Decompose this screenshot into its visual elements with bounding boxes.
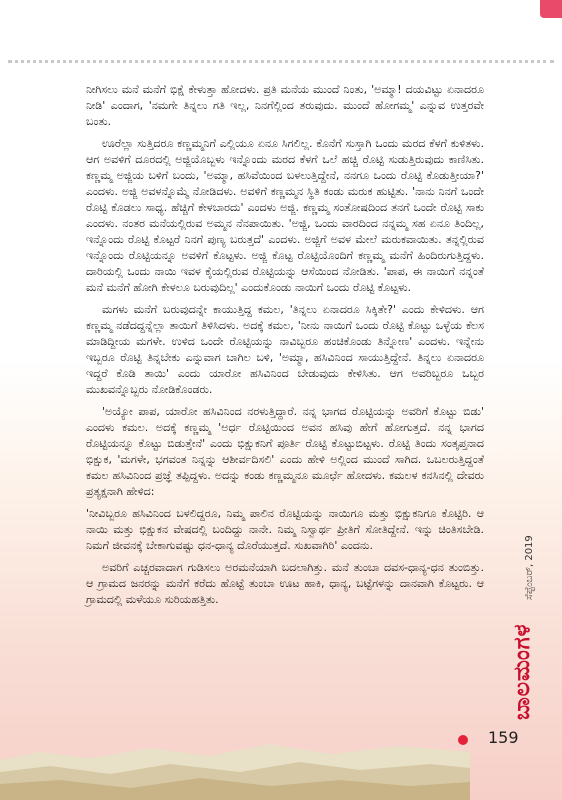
paragraph-6: ಅವರಿಗೆ ಎಚ್ಚರವಾದಾಗ ಗುಡಿಸಲು ಅರಮನೆಯಾಗಿ ಬದಲಾಗಿತ್ತು. ಮನೆ ತುಂಬಾ ದವಸ-ಧಾನ್ಯ-ಧನ ತುಂಬಿತ್ತು. ಆ ಗ್ರಾಮದ ಜನರನ್ನು ಮನೆಗೆ ಕರೆದು ಹೊಟ್ಟೆ ತುಂಬಾ ಊಟ ಹಾಕಿ, ಧಾನ್ಯ, ಬಟ್ಟೆಗಳನ್ನು ದಾನವಾಗಿ ಕೊಟ್ಟರು. ಆ ಗ್ರಾಮದಲ್ಲಿ ಮಳೆಯೂ ಸುರಿಯಹತ್ತಿತು. [86, 561, 484, 606]
torn-paper-decoration [0, 730, 470, 800]
page-number: 159 [488, 728, 519, 747]
top-dotted-divider [8, 60, 554, 63]
corner-decoration [540, 0, 562, 18]
paragraph-3: ಮಗಳು ಮನೆಗೆ ಬರುವುದನ್ನೇ ಕಾಯುತ್ತಿದ್ದ ಕಮಲ, 'ತಿನ್ನಲು ಏನಾದರೂ ಸಿಕ್ಕಿತೇ?' ಎಂದು ಕೇಳಿದಳು. ಆಗ ಕಣ್ಣಮ್ಮ ನಡೆದದ್ದನ್ನೆಲ್ಲಾ ತಾಯಿಗೆ ತಿಳಿಸಿದಳು. ಅದಕ್ಕೆ ಕಮಲ, 'ನೀನು ನಾಯಿಗೆ ಒಂದು ರೊಟ್ಟಿ ಕೊಟ್ಟು ಒಳ್ಳೆಯ ಕೆಲಸ ಮಾಡಿದ್ದೀಯ ಮಗಳೇ. ಉಳಿದ ಒಂದೇ ರೊಟ್ಟಿಯನ್ನು ನಾವಿಬ್ಬರೂ ಹಂಚಿಕೊಂಡು ತಿನ್ನೋಣ' ಎಂದಳು. ಇನ್ನೇನು ಇಬ್ಬರೂ ರೊಟ್ಟಿ ತಿನ್ನಬೇಕು ಎನ್ನುವಾಗ ಬಾಗಿಲ ಬಳಿ, 'ಅಮ್ಮಾ, ಹಸಿವಿನಿಂದ ಸಾಯುತ್ತಿದ್ದೇನೆ. ತಿನ್ನಲು ಏನಾದರೂ ಇದ್ದರೆ ಕೊಡಿ ತಾಯಿ' ಎಂದು ಯಾರೋ ಹಸಿವಿನಿಂದ ಬೇಡುವುದು ಕೇಳಿಸಿತು. ಆಗ ಅವರಿಬ್ಬರೂ ಒಬ್ಬರ ಮುಖವನ್ನೊಬ್ಬರು ನೋಡಿಕೊಂಡರು. [86, 303, 484, 396]
issue-date: ಸೆಪ್ಟೆಂಬರ್, 2019 [524, 535, 535, 600]
story-text [86, 82, 484, 614]
magazine-logo: ಬಾಲಮಂಗಳ [510, 623, 535, 720]
paragraph-4: 'ಅಯ್ಯೋ ಪಾಪ, ಯಾರೋ ಹಸಿವಿನಿಂದ ನರಳುತ್ತಿದ್ದಾರೆ. ನನ್ನ ಭಾಗದ ರೊಟ್ಟಿಯನ್ನು ಅವರಿಗೆ ಕೊಟ್ಟು ಬಿಡು' ಎಂದಳು ಕಮಲ. ಅದಕ್ಕೆ ಕಣ್ಣಮ್ಮ 'ಅರ್ಧ ರೊಟ್ಟಿಯಿಂದ ಅವನ ಹಸಿವು ಹೇಗೆ ಹೋಗುತ್ತದೆ. ನನ್ನ ಭಾಗದ ರೊಟ್ಟಿಯನ್ನೂ ಕೊಟ್ಟು ಬಿಡುತ್ತೇನೆ' ಎಂದು ಭಿಕ್ಷುಕನಿಗೆ ಪೂರ್ತಿ ರೊಟ್ಟಿ ಕೊಟ್ಟುಬಿಟ್ಟಳು. ರೊಟ್ಟಿ ತಿಂದು ಸಂತೃಪ್ತನಾದ ಭಿಕ್ಷುಕ, 'ಮಗಳೇ, ಭಗವಂತ ನಿನ್ನನ್ನು ಆಶೀರ್ವದಿಸಲಿ' ಎಂದು ಹೇಳಿ ಅಲ್ಲಿಂದ ಮುಂದೆ ಸಾಗಿದ. ಒಬಲರುತ್ತಿದ್ದಂತೆ ಕಮಲ ಹಸಿವಿನಿಂದ ಪ್ರಜ್ಞೆ ತಪ್ಪಿದ್ದಳು. ಅದನ್ನು ಕಂಡು ಕಣ್ಣಮ್ಮನೂ ಮೂರ್ಛೆ ಹೋದಳು. ಕಮಲಳ ಕನಸಿನಲ್ಲಿ ದೇವರು ಪ್ರತ್ಯಕ್ಷನಾಗಿ ಹೇಳಿದ: [86, 405, 484, 498]
paragraph-5: 'ನೀವಿಬ್ಬರೂ ಹಸಿವಿನಿಂದ ಬಳಲಿದ್ದರೂ, ನಿಮ್ಮ ಪಾಲಿನ ರೊಟ್ಟಿಯನ್ನು ನಾಯಿಗೂ ಮತ್ತು ಭಿಕ್ಷುಕನಿಗೂ ಕೊಟ್ಟಿರಿ. ಆ ನಾಯಿ ಮತ್ತು ಭಿಕ್ಷುಕನ ವೇಷದಲ್ಲಿ ಬಂದಿದ್ದು ನಾನೇ. ನಿಮ್ಮ ನಿಸ್ವಾರ್ಥ ಪ್ರೀತಿಗೆ ಸೋತಿದ್ದೇನೆ. ಇನ್ನು ಚಿಂತಿಸಬೇಡಿ. ನಿಮಗೆ ಜೀವನಕ್ಕೆ ಬೇಕಾಗುವಷ್ಟು ಧನ-ಧಾನ್ಯ ದೊರೆಯುತ್ತದೆ. ಸುಖವಾಗಿರಿ' ಎಂದನು. [86, 507, 484, 552]
paragraph-2: ಊರೆಲ್ಲಾ ಸುತ್ತಿದರೂ ಕಣ್ಣಮ್ಮನಿಗೆ ಎಲ್ಲಿಯೂ ಏನೂ ಸಿಗಲಿಲ್ಲ. ಕೊನೆಗೆ ಸುಸ್ತಾಗಿ ಒಂದು ಮರದ ಕೆಳಗೆ ಕುಳಿತಳು. ಆಗ ಅವಳಿಗೆ ದೂರದಲ್ಲಿ ಅಜ್ಜಿಯೊಬ್ಬಳು ಇನ್ನೊಂದು ಮರದ ಕೆಳಗೆ ಒಲೆ ಹಚ್ಚಿ ರೊಟ್ಟಿ ಸುಡುತ್ತಿರುವುದು ಕಾಣಿಸಿತು. ಕಣ್ಣಮ್ಮ ಅಜ್ಜಿಯ ಬಳಿಗೆ ಬಂದು, 'ಅಮ್ಮಾ, ಹಸಿವೆಯಿಂದ ಬಳಲುತ್ತಿದ್ದೇನೆ, ನನಗೂ ಒಂದು ರೊಟ್ಟಿ ಕೊಡುತ್ತೀಯಾ?' ಎಂದಳು. ಅಜ್ಜಿ ಅವಳನ್ನೊಮ್ಮೆ ನೋಡಿದಳು. ಅವಳಿಗೆ ಕಣ್ಣಮ್ಮನ ಸ್ಥಿತಿ ಕಂಡು ಮರುಕ ಹುಟ್ಟಿತು. 'ನಾನು ನಿನಗೆ ಒಂದೇ ರೊಟ್ಟಿ ಕೊಡಲು ಸಾಧ್ಯ. ಹೆಚ್ಚಿಗೆ ಕೇಳಬಾರದು' ಎಂದಳು ಅಜ್ಜಿ. ಕಣ್ಣಮ್ಮ ಸಂತೋಷದಿಂದ ತನಗೆ ಒಂದೇ ರೊಟ್ಟಿ ಸಾಕು ಎಂದಳು. ನಂತರ ಮನೆಯಲ್ಲಿರುವ ಅಮ್ಮನ ನೆನಪಾಯಿತು. 'ಅಜ್ಜಿ, ಒಂದು ವಾರದಿಂದ ನನ್ನಮ್ಮ ಸಹ ಏನೂ ತಿಂದಿಲ್ಲ, ಇನ್ನೊಂದು ರೊಟ್ಟಿ ಕೊಟ್ಟರೆ ನಿನಗೆ ಪುಣ್ಯ ಬರುತ್ತದೆ' ಎಂದಳು. ಅಜ್ಜಿಗೆ ಅವಳ ಮೇಲೆ ಮರುಕವಾಯಿತು. ತನ್ನಲ್ಲಿರುವ ಇನ್ನೊಂದು ರೊಟ್ಟಿಯನ್ನೂ ಅವಳಿಗೆ ಕೊಟ್ಟಳು. ಅಜ್ಜಿ ಕೊಟ್ಟ ರೊಟ್ಟಿಯೊಂದಿಗೆ ಕಣ್ಣಮ್ಮ ಮನೆಗೆ ಹಿಂದಿರುಗುತ್ತಿದ್ದಳು. ದಾರಿಯಲ್ಲಿ ಒಂದು ನಾಯಿ ಇವಳ ಕೈಯಲ್ಲಿರುವ ರೊಟ್ಟಿಯನ್ನು ಆಸೆಯಿಂದ ನೋಡಿತು. 'ಪಾಪ, ಈ ನಾಯಿಗೆ ನನ್ನಂತೆ ಮನೆ ಮನೆಗೆ ಹೋಗಿ ಕೇಳಲೂ ಬರುವುದಿಲ್ಲ' ಎಂದುಕೊಂಡು ನಾಯಿಗೆ ಒಂದು ರೊಟ್ಟಿ ಕೊಟ್ಟಳು. [86, 137, 484, 294]
paragraph-1: ನೀಗಿಸಲು ಮನೆ ಮನೆಗೆ ಭಿಕ್ಷೆ ಕೇಳುತ್ತಾ ಹೋದಳು. ಪ್ರತಿ ಮನೆಯ ಮುಂದೆ ನಿಂತು, 'ಅಮ್ಮಾ! ದಯವಿಟ್ಟು ಏನಾದರೂ ನೀಡಿ' ಎಂದಾಗ, 'ನಮಗೇ ತಿನ್ನಲು ಗತಿ ಇಲ್ಲ, ನಿನಗೆಲ್ಲಿಂದ ತರುವುದು. ಮುಂದೆ ಹೋಗಮ್ಮ' ಎನ್ನುವ ಉತ್ತರವೇ ಬಂತು. [86, 83, 484, 128]
